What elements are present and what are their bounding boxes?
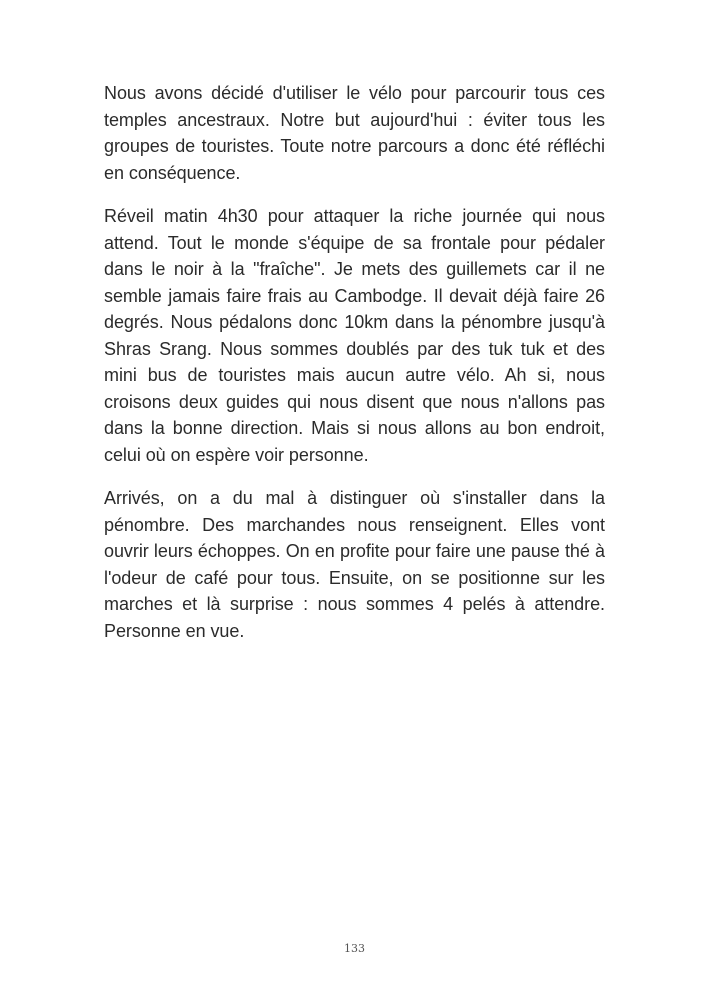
paragraph-3: Arrivés, on a du mal à distinguer où s'installer dans la pénombre. Des marchandes nous renseignent. Elles vont ouvrir leurs échoppes. On en profite pour faire une pause thé à l'odeur de café pour tous. Ensuite, on se positionne sur les marches et là surprise : nous sommes 4 pelés à attendre. Personne en vue. xyxy=(104,488,605,641)
paragraph-1: Nous avons décidé d'utiliser le vélo pour parcourir tous ces temples ancestraux. Notre but aujourd'hui : éviter tous les groupes de touristes. Toute notre parcours a donc été réfléchi en conséquence. xyxy=(104,83,605,183)
page-body xyxy=(104,80,605,661)
page-number: 133 xyxy=(344,942,365,955)
paragraph-2: Réveil matin 4h30 pour attaquer la riche journée qui nous attend. Tout le monde s'équipe de sa frontale pour pédaler dans le noir à la "fraîche". Je mets des guillemets car il ne semble jamais faire frais au Cambodge. Il devait déjà faire 26 degrés. Nous pédalons donc 10km dans la pénombre jusqu'à Shras Srang. Nous sommes doublés par des tuk tuk et des mini bus de touristes mais aucun autre vélo. Ah si, nous croisons deux guides qui nous disent que nous n'allons pas dans la bonne direction. Mais si nous allons au bon endroit, celui où on espère voir personne. xyxy=(104,206,605,465)
